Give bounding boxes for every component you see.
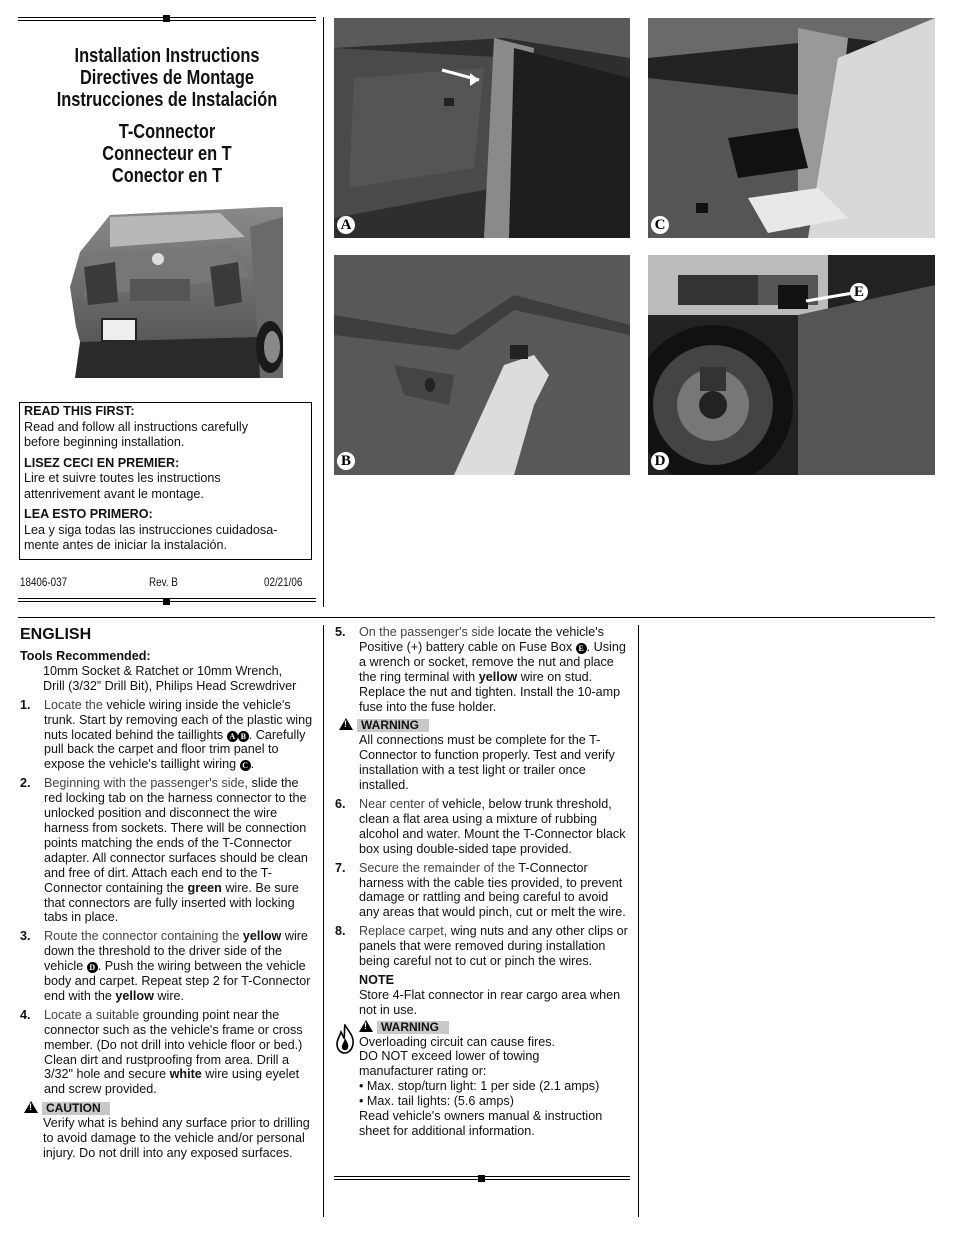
step-4-text: grounding point near the connector such as the vehicle's frame or cross member. (Do not drill into vehicle floor or bed.) Clean dirt and rustproofing from area. Drill a 3/32" hole and secure bbox=[44, 1007, 303, 1082]
warning-triangle-icon bbox=[24, 1101, 38, 1113]
english-column bbox=[20, 625, 316, 1161]
car-rear-photo bbox=[70, 207, 283, 378]
step-2 bbox=[20, 776, 316, 925]
read-first-fr-heading: LISEZ CECI EN PREMIER: bbox=[24, 455, 180, 470]
read-first-es-line-1: Lea y siga todas las instrucciones cuidadosa- bbox=[24, 522, 278, 537]
step-7 bbox=[335, 861, 630, 921]
photo-c bbox=[648, 18, 935, 238]
read-first-fr-line-2: attenrivement avant le montage. bbox=[24, 486, 204, 501]
step-1 bbox=[20, 698, 316, 773]
warning-triangle-icon bbox=[359, 1020, 373, 1032]
warning-1-label: WARNING bbox=[357, 719, 429, 732]
step-6 bbox=[335, 797, 630, 857]
step-3-number: 3. bbox=[20, 929, 31, 944]
warning-2-block bbox=[335, 1020, 630, 1139]
product-es: Conector en T bbox=[111, 165, 223, 187]
steps-column-2 bbox=[335, 625, 630, 1139]
ref-e-icon: E bbox=[576, 643, 587, 654]
ref-a-icon: A bbox=[227, 731, 238, 742]
photo-e-label: E bbox=[850, 283, 868, 301]
section-rule bbox=[18, 617, 935, 618]
read-first-en-line-1: Read and follow all instructions carefully bbox=[24, 419, 249, 434]
photo-d bbox=[648, 255, 935, 475]
warning-2-line: • Max. tail lights: (5.6 amps) bbox=[359, 1094, 514, 1109]
step-8-lead: Replace carpet, bbox=[359, 924, 448, 939]
step-8 bbox=[335, 924, 630, 969]
english-heading: ENGLISH bbox=[20, 626, 92, 643]
step-1-number: 1. bbox=[20, 697, 31, 712]
ref-d-icon: D bbox=[87, 962, 98, 973]
title-en: Installation Instructions bbox=[74, 45, 260, 67]
read-first-en-line-2: before beginning installation. bbox=[24, 435, 185, 449]
step-3 bbox=[20, 929, 316, 1004]
warning-2-header bbox=[359, 1020, 630, 1035]
step-8-text: wing nuts and any other clips or panels that were removed during installation being careful not to cut or pinch the wires. bbox=[359, 924, 628, 969]
photo-b bbox=[334, 255, 630, 475]
step-6-number: 6. bbox=[335, 796, 346, 811]
rule-marker bbox=[163, 15, 170, 22]
warning-2-line: manufacturer rating or: bbox=[359, 1064, 487, 1079]
step-2-tail: wire. Be sure that connectors are fully inserted with locking tabs in place. bbox=[44, 880, 299, 925]
step-5-bold: yellow bbox=[478, 669, 518, 684]
warning-2-line: sheet for additional information. bbox=[359, 1124, 535, 1138]
caution-header bbox=[20, 1101, 316, 1116]
warning-triangle-icon bbox=[339, 718, 353, 730]
step-7-lead: Secure the remainder of the bbox=[359, 860, 516, 875]
warning-1-text: All connections must be complete for the T-Connector to function properly. Test and verify installation with a test light or trailer once installed. bbox=[359, 733, 615, 793]
read-first-es-heading: LEA ESTO PRIMERO: bbox=[24, 507, 153, 521]
tools-heading: Tools Recommended: bbox=[20, 649, 151, 663]
tools-line-1: 10mm Socket & Ratchet or 10mm Wrench, bbox=[43, 663, 283, 678]
warning-2-label: WARNING bbox=[377, 1021, 449, 1034]
caution-text: Verify what is behind any surface prior to drilling to avoid damage to the vehicle and/or personal injury. Do not drill into any exposed surfaces. bbox=[43, 1116, 310, 1160]
step-4-bold: white bbox=[169, 1067, 202, 1082]
step-4 bbox=[20, 1008, 316, 1097]
read-first-en-heading: READ THIS FIRST: bbox=[24, 404, 135, 418]
tools-line-2: Drill (3/32” Drill Bit), Philips Head Screwdriver bbox=[43, 678, 297, 693]
column-divider-top bbox=[323, 17, 324, 607]
step-2-text: slide the red locking tab on the harness connector to the unlocked position and disconnect the wire harness from sockets. There will be connection points matching the ends of the T-Connector adapter. All connector surfaces should be clean and free of dirt. Attach each end to the T-Connector containing the bbox=[44, 776, 308, 895]
read-first-es-line-2: mente antes de iniciar la instalación. bbox=[24, 538, 228, 552]
step-8-number: 8. bbox=[335, 924, 346, 939]
step-3-tail: . Push the wiring between the vehicle body and carpet. Repeat step 2 for T-Connector end with the bbox=[44, 959, 311, 1003]
step-5-number: 5. bbox=[335, 625, 346, 639]
photo-a bbox=[334, 18, 630, 238]
warning-2-line: Overloading circuit can cause fires. bbox=[359, 1034, 555, 1049]
step-5-tail: . Using a wrench or socket, remove the nut and place the ring terminal with bbox=[359, 639, 626, 684]
note-text: Store 4-Flat connector in rear cargo area when not in use. bbox=[359, 987, 621, 1017]
step-6-text: vehicle, below trunk threshold, clean a flat area using a mixture of rubbing alcohol and water. Mount the T-Connector black box using double-sided tape provided. bbox=[359, 796, 626, 856]
step-6-lead: Near center of bbox=[359, 796, 439, 811]
col2-end-marker bbox=[478, 1175, 485, 1182]
warning-2-line: DO NOT exceed lower of towing bbox=[359, 1049, 540, 1064]
part-number: 18406-037 bbox=[20, 575, 68, 589]
fire-icon bbox=[335, 1024, 355, 1058]
column-divider-2 bbox=[638, 625, 639, 1217]
read-first-fr-line-1: Lire et suivre toutes les instructions bbox=[24, 471, 221, 485]
step-1-lead: Locate the bbox=[44, 697, 103, 712]
date: 02/21/06 bbox=[264, 575, 303, 589]
step-3-end: wire. bbox=[153, 988, 185, 1003]
step-2-lead: Beginning with the passenger's side, bbox=[44, 776, 249, 791]
note-label: NOTE bbox=[359, 972, 394, 987]
caution-label: CAUTION bbox=[42, 1102, 110, 1115]
warning-2-line: Read vehicle's owners manual & instruction bbox=[359, 1109, 603, 1124]
step-5 bbox=[335, 625, 630, 714]
step-5-lead: On the passenger's side bbox=[359, 625, 495, 639]
step-2-number: 2. bbox=[20, 776, 31, 791]
step-7-text: T-Connector harness with the cable ties provided, to prevent damage or rattling and being careful to avoid any areas that would pinch, cut or melt the wire. bbox=[359, 860, 626, 920]
title-es: Instrucciones de Instalación bbox=[56, 89, 278, 111]
step-3-bold-2: yellow bbox=[115, 988, 154, 1003]
read-first-box bbox=[19, 402, 312, 560]
step-1-end: . bbox=[250, 757, 255, 772]
step-3-bold: yellow bbox=[242, 929, 282, 944]
step-4-lead: Locate a suitable bbox=[44, 1007, 140, 1022]
title-fr: Directives de Montage bbox=[79, 67, 255, 89]
warning-2-line: • Max. stop/turn light: 1 per side (2.1 amps) bbox=[359, 1079, 600, 1094]
revision: Rev. B bbox=[149, 575, 178, 589]
ref-c-icon: C bbox=[240, 760, 251, 771]
step-5-end: wire on stud. Replace the nut and tighten. Install the 10-amp fuse into the fuse holder. bbox=[359, 669, 621, 714]
step-7-number: 7. bbox=[335, 860, 346, 875]
ref-b-icon: B bbox=[238, 731, 249, 742]
product-fr: Connecteur en T bbox=[102, 143, 232, 165]
step-2-bold: green bbox=[187, 880, 222, 895]
step-1-tail: . Carefully pull back the carpet and floor trim panel to expose the vehicle's taillight wiring bbox=[44, 727, 306, 772]
column-divider-1 bbox=[323, 625, 324, 1217]
step-3-lead: Route the connector containing the bbox=[44, 929, 240, 944]
photo-b-label: B bbox=[337, 452, 355, 470]
photo-d-label: D bbox=[651, 452, 669, 470]
step-3-text: wire down the threshold to the driver side of the vehicle bbox=[44, 929, 308, 974]
product-en: T-Connector bbox=[118, 121, 216, 143]
step-4-tail: wire using eyelet and screw provided. bbox=[44, 1067, 300, 1097]
step-1-text: vehicle wiring inside the vehicle's trunk. Start by removing each of the plastic wing nuts located behind the taillights bbox=[44, 697, 313, 742]
step-4-number: 4. bbox=[20, 1007, 31, 1022]
photo-c-label: C bbox=[651, 216, 669, 234]
photo-a-label: A bbox=[337, 216, 355, 234]
bottom-rule-marker bbox=[163, 598, 170, 605]
step-5-text: locate the vehicle's Positive (+) battery cable on Fuse Box bbox=[359, 625, 604, 654]
warning-1-header bbox=[335, 718, 630, 733]
